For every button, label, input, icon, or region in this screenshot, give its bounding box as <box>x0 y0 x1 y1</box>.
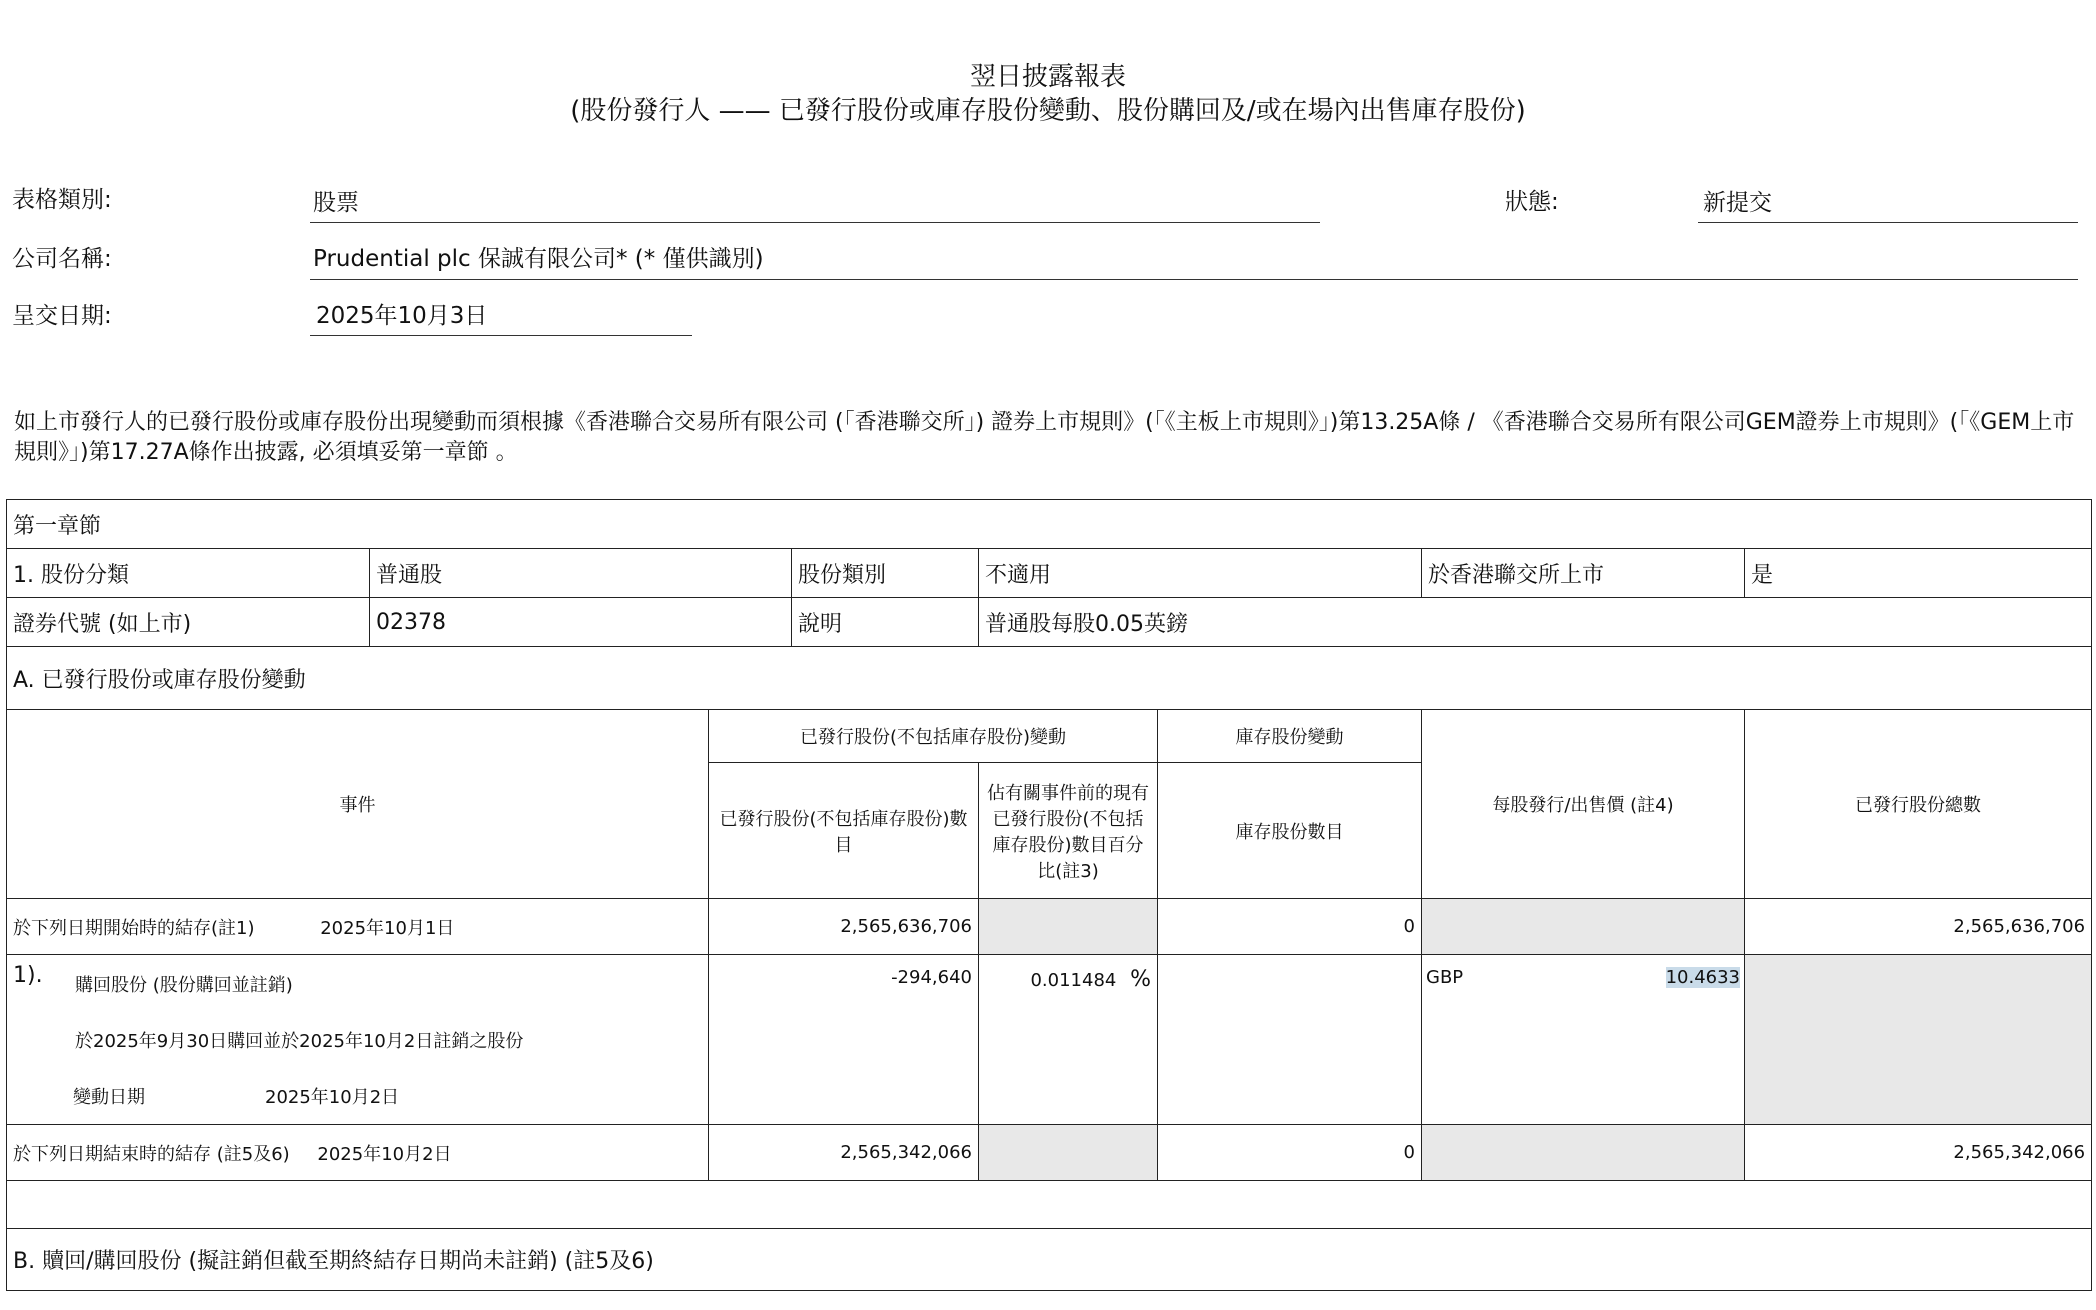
sectionA-row <box>7 647 2092 710</box>
opening-total: 2,565,636,706 <box>1745 899 2092 955</box>
treasury-count-header: 庫存股份數目 <box>1158 763 1422 899</box>
closing-percent-empty <box>979 1125 1158 1181</box>
event-header: 事件 <box>7 710 709 899</box>
event1-price: 10.4633 <box>1665 967 1740 988</box>
page-subtitle: (股份發行人 —— 已發行股份或庫存股份變動、股份購回及/或在場內出售庫存股份) <box>570 96 1526 126</box>
percent-sign: % <box>1130 967 1151 992</box>
spacer-cell <box>7 1181 2092 1229</box>
event1-price-cell <box>1422 955 1745 1125</box>
event1-percent-cell <box>979 955 1158 1125</box>
treasury-group-header: 庫存股份變動 <box>1158 710 1422 763</box>
closing-balance-row <box>7 1125 2092 1181</box>
opening-price-empty <box>1422 899 1745 955</box>
status-value: 新提交 <box>1703 190 1772 216</box>
closing-date: 2025年10月2日 <box>317 1143 452 1165</box>
closing-label: 於下列日期結束時的結存 (註5及6) <box>13 1143 290 1165</box>
header-row-1 <box>7 710 2092 763</box>
event1-row <box>7 955 2092 1125</box>
page-title: 翌日披露報表 <box>969 62 1126 92</box>
date-underline <box>310 335 692 336</box>
percent-header: 佔有關事件前的現有已發行股份(不包括庫存股份)數目百分比(註3) <box>979 763 1158 899</box>
intro-paragraph: 如上市發行人的已發行股份或庫存股份出現變動而須根據《香港聯合交易所有限公司 (「香港聯交所」) 證券上市規則》(「《主板上市規則》」)第13.25A條 / 《香港聯合交易所有限公司GEM證券上市規則》(「《GEM上市規則》」)第17.27A條作出披露, 必須填妥第一章節 。 <box>14 410 2075 465</box>
event1-currency: GBP <box>1426 967 1464 988</box>
date-value: 2025年10月3日 <box>316 303 488 329</box>
description-label: 說明 <box>792 598 979 647</box>
spacer-row <box>7 1181 2092 1229</box>
event1-percent: 0.011484 <box>1030 970 1117 991</box>
event1-treasury-empty <box>1158 955 1422 1125</box>
event1-issued: -294,640 <box>709 955 979 1125</box>
share-class-value: 普通股 <box>370 549 792 598</box>
form-type-label: 表格類別: <box>12 187 112 213</box>
price-header: 每股發行/出售價 (註4) <box>1422 710 1745 899</box>
date-label: 呈交日期: <box>12 303 112 329</box>
opening-label-cell <box>7 899 709 955</box>
stock-code-row <box>7 598 2092 647</box>
opening-date: 2025年10月1日 <box>320 917 455 939</box>
closing-issued: 2,565,342,066 <box>709 1125 979 1181</box>
opening-issued: 2,565,636,706 <box>709 899 979 955</box>
event1-total-empty <box>1745 955 2092 1125</box>
issued-count-header: 已發行股份(不包括庫存股份)數目 <box>709 763 979 899</box>
section1-row <box>7 500 2092 549</box>
closing-price-empty <box>1422 1125 1745 1181</box>
status-label: 狀態: <box>1505 189 1559 215</box>
share-class-row <box>7 549 2092 598</box>
opening-treasury: 0 <box>1158 899 1422 955</box>
company-underline <box>310 279 2078 280</box>
opening-balance-row <box>7 899 2092 955</box>
event1-detail: 於2025年9月30日購回並於2025年10月2日註銷之股份 <box>75 1031 524 1052</box>
form-type-value: 股票 <box>313 190 359 216</box>
sectionB-row <box>7 1229 2092 1291</box>
closing-total: 2,565,342,066 <box>1745 1125 2092 1181</box>
opening-label: 於下列日期開始時的結存(註1) <box>13 917 255 939</box>
share-type-value: 不適用 <box>979 549 1422 598</box>
stock-code-label: 證券代號 (如上市) <box>7 598 370 647</box>
form-type-underline <box>310 222 1320 223</box>
closing-label-cell <box>7 1125 709 1181</box>
disclosure-table <box>6 499 2092 1291</box>
section1-title: 第一章節 <box>7 500 2092 549</box>
share-type-label: 股份類別 <box>792 549 979 598</box>
opening-percent-empty <box>979 899 1158 955</box>
closing-treasury: 0 <box>1158 1125 1422 1181</box>
event1-type: 購回股份 (股份購回並註銷) <box>75 975 293 996</box>
listed-value: 是 <box>1745 549 2092 598</box>
description-value: 普通股每股0.05英鎊 <box>979 598 2092 647</box>
share-class-label: 1. 股份分類 <box>7 549 370 598</box>
total-header: 已發行股份總數 <box>1745 710 2092 899</box>
stock-code-value: 02378 <box>370 598 792 647</box>
change-date-label: 變動日期 <box>73 1087 145 1108</box>
event1-index: 1). <box>13 963 43 988</box>
sectionA-title: A. 已發行股份或庫存股份變動 <box>7 647 2092 710</box>
issued-group-header: 已發行股份(不包括庫存股份)變動 <box>709 710 1158 763</box>
listed-label: 於香港聯交所上市 <box>1422 549 1745 598</box>
company-value: Prudential plc 保誠有限公司* (* 僅供識別) <box>313 246 764 272</box>
sectionB-title: B. 贖回/購回股份 (擬註銷但截至期終結存日期尚未註銷) (註5及6) <box>7 1229 2092 1291</box>
company-label: 公司名稱: <box>12 246 112 272</box>
status-underline <box>1698 222 2078 223</box>
event1-cell <box>7 955 709 1125</box>
change-date-value: 2025年10月2日 <box>265 1087 400 1108</box>
